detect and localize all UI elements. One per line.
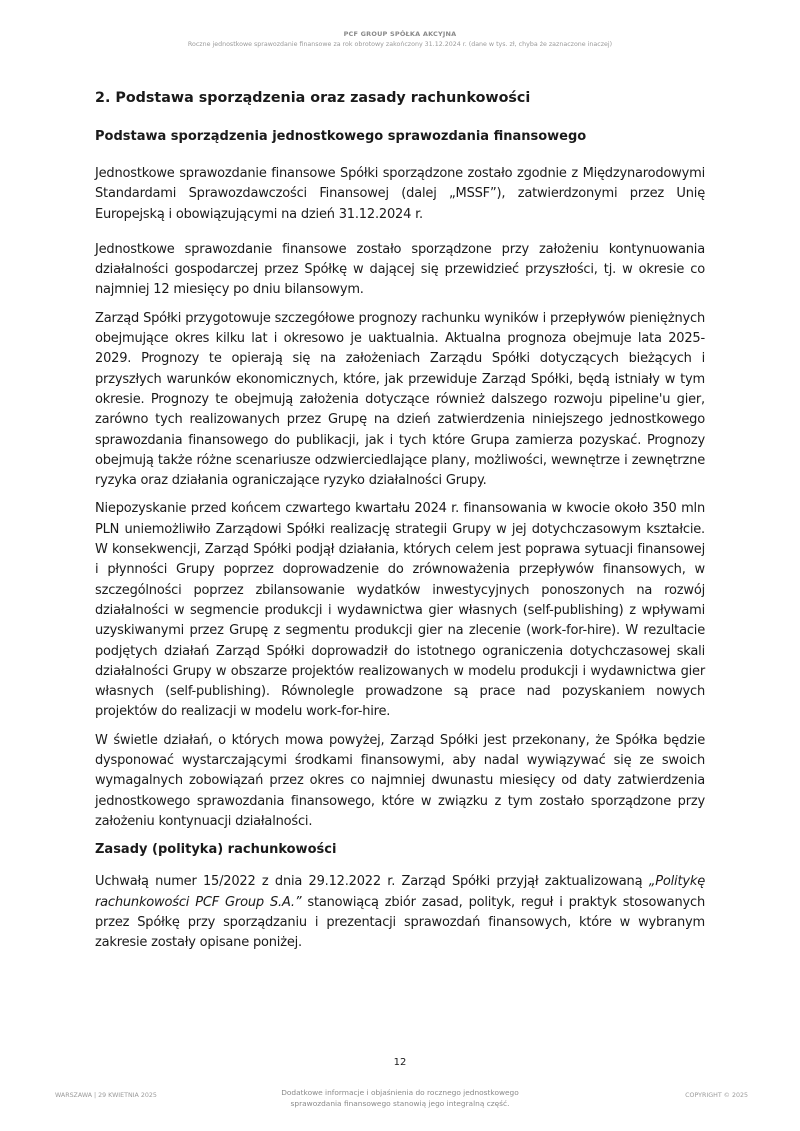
header-company-name: PCF GROUP SPÓŁKA AKCYJNA	[343, 30, 457, 38]
paragraph-financing: Niepozyskanie przed końcem czwartego kwartału 2024 r. finansowania w kwocie około 350 mln PLN uniemożliwiło Zarządowi Spółki realizację strategii Grupy w jej dotychczasowym kształcie. W konsekwencji, Zarząd Spółki podjął działania, których celem jest poprawa sytuacji finansowej i płynności Grupy poprzez doprowadzenie do zrównoważenia przepływów finansowych, w szczególności poprzez zbilansowanie wydatków inwestycyjnych ponoszonych na rozwój działalności w segmencie produkcji i wydawnictwa gier własnych (self-publishing) z wpływami uzyskiwanymi przez Grupę z segmentu produkcji gier na zlecenie (work-for-hire). W rezultacie podjętych działań Zarząd Spółki doprowadził do istotnego ograniczenia dotychczasowej skali działalności Grupy w obszarze projektów realizowanych w modelu produkcji i wydawnictwa gier własnych (self-publishing). Równolegle prowadzone są prace nad pozyskaniem nowych projektów do realizacji w modelu work-for-hire.	[95, 501, 705, 720]
policy-text-after: stanowiącą zbiór zasad, polityk, reguł i praktyk stosowanych przez Spółkę przy sporządzaniu i prezentacji sprawozdań finansowych, które w wybranym zakresie zostały opisane poniżej.	[95, 894, 705, 951]
page-number: 12	[393, 1057, 407, 1068]
footer-note	[250, 1087, 550, 1109]
subsection-title-accounting-policy: Zasady (polityka) rachunkowości	[95, 842, 337, 858]
policy-text-before: Uchwałą numer 15/2022 z dnia 29.12.2022 r. Zarząd Spółki przyjął zaktualizowaną	[95, 874, 649, 890]
footer-place-date: WARSZAWA | 29 KWIETNIA 2025	[55, 1092, 157, 1099]
paragraph-accounting-policy	[95, 872, 705, 953]
footer-note-line-2: sprawozdania finansowego stanowią jego integralną część.	[290, 1099, 510, 1108]
paragraph-ifrs-compliance: Jednostkowe sprawozdanie finansowe Spółki sporządzone zostało zgodnie z Międzynarodowymi Standardami Sprawozdawczości Finansowej (dalej „MSSF”), zatwierdzonymi przez Unię Europejską i obowiązującymi na dzień 31.12.2024 r.	[95, 166, 705, 222]
paragraph-forecasts: Zarząd Spółki przygotowuje szczegółowe prognozy rachunku wyników i przepływów pieniężnych obejmujące okres kilku lat i okresowo je uaktualnia. Aktualna prognoza obejmuje lata 2025-2029. Prognozy te opierają się na założeniach Zarządu Spółki dotyczących bieżących i przyszłych warunków ekonomicznych, które, jak przewiduje Zarząd Spółki, będą istniały w tym okresie. Prognozy te obejmują założenia dotyczące również dalszego rozwoju pipeline'u gier, zarówno tych realizowanych przez Grupę na dzień zatwierdzenia niniejszego jednostkowego sprawozdania finansowego do publikacji, jak i tych które Grupa zamierza pozyskać. Prognozy obejmują także różne scenariusze odzwierciedlające plany, możliwości, wewnętrze i zewnętrzne ryzyka oraz działania ograniczające ryzyko działalności Grupy.	[95, 310, 705, 489]
section-title: 2. Podstawa sporządzenia oraz zasady rachunkowości	[95, 90, 531, 106]
page-header	[0, 30, 800, 48]
footer-copyright: COPYRIGHT © 2025	[685, 1092, 748, 1099]
paragraph-going-concern: Jednostkowe sprawozdanie finansowe zostało sporządzone przy założeniu kontynuowania działalności gospodarczej przez Spółkę w dającej się przewidzieć przyszłości, tj. w okresie co najmniej 12 miesięcy po dniu bilansowym.	[95, 241, 705, 298]
subsection-title-basis: Podstawa sporządzenia jednostkowego sprawozdania finansowego	[95, 129, 587, 144]
paragraph-conclusion: W świetle działań, o których mowa powyżej, Zarząd Spółki jest przekonany, że Spółka będzie dysponować wystarczającymi środkami finansowymi, aby nadal wywiązywać się ze swoich wymagalnych zobowiązań przez okres co najmniej dwunastu miesięcy od daty zatwierdzenia jednostkowego sprawozdania finansowego, które w związku z tym zostało sporządzone przy założeniu kontynuacji działalności.	[95, 732, 705, 829]
footer-note-line-1: Dodatkowe informacje i objaśnienia do rocznego jednostkowego	[281, 1088, 519, 1097]
document-body	[95, 88, 705, 961]
policy-document-title: „Politykę rachunkowości PCF Group S.A.”	[95, 874, 705, 910]
header-report-subtitle: Roczne jednostkowe sprawozdanie finansowe za rok obrotowy zakończony 31.12.2024 r. (dane w tys. zł, chyba że zaznaczone inaczej)	[187, 41, 613, 48]
